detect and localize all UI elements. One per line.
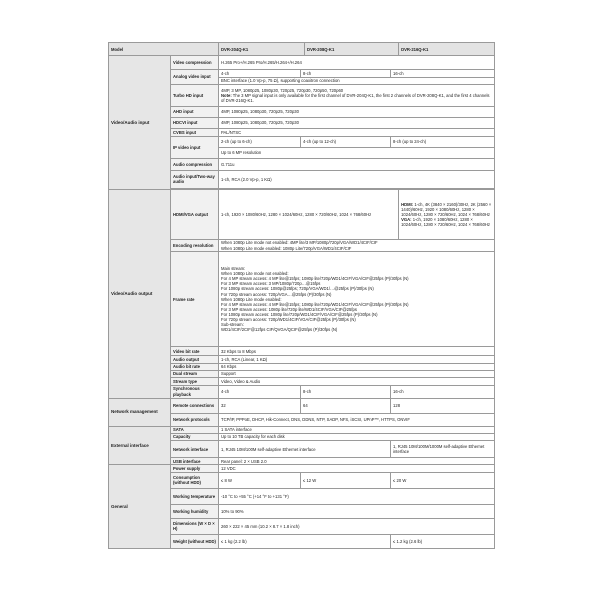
turbo-hd-resolutions: 4MP, 3 MP, 1080p25, 1080p30, 720p25, 720p30, 720p50, 720p60 [221, 87, 344, 93]
value-turbo-hd-input [219, 84, 495, 106]
label-network-protocols: Network protocols [171, 413, 219, 426]
vga-label: VGA: [401, 216, 412, 222]
label-encoding-resolution: Encoding resolution [171, 239, 219, 251]
label-hdcvi-input: HDCVI input [171, 117, 219, 128]
value-encoding-resolution: When 1080p Lite mode not enabled: 4MP lite/3 MP/1080p/720p/VGA/WD1/4CIF/CIF When 1080p Lite mode enabled: 1080p Lite/720p/VGA/WD1/4CIF/CIF [219, 239, 495, 251]
label-video-compression: Video compression [171, 56, 219, 70]
label-consumption: Consumption (without HDD) [171, 472, 219, 488]
label-audio-two-way: Audio input/Two-way audio [171, 170, 219, 188]
value-analog-interface: BNC interface (1.0 Vp-p, 75 Ω), supporting coaxitron connection [219, 77, 495, 84]
row-power-supply [109, 465, 495, 472]
row-remote-connections [109, 398, 495, 413]
value-audio-output: 1-ch, RCA (Linear, 1 KΩ) [219, 356, 495, 363]
label-stream-type: Stream type [171, 378, 219, 385]
value-usb-interface: Rear panel: 2 × USB 2.0 [219, 458, 495, 465]
value-sync-3: 16-ch [391, 385, 495, 398]
spec-table [108, 42, 495, 549]
label-audio-bit-rate: Audio bit rate [171, 363, 219, 370]
value-network-protocols: TCP/IP, PPPoE, DHCP, Hik-Connect, DNS, DDNS, NTP, SADP, NFS, iSCSI, UPnP™, HTTPS, ONVIF [219, 413, 495, 426]
turbo-hd-note-label: Note: [221, 92, 232, 98]
value-weight-12: ≤ 1 kg (2.2 lb) [219, 534, 391, 548]
label-ahd-input: AHD input [171, 106, 219, 117]
label-analog-video-input: Analog video input [171, 70, 219, 85]
value-audio-bit-rate: 64 Kbps [219, 363, 495, 370]
label-capacity: Capacity [171, 433, 219, 440]
hdmi-text: 1-ch, 4K (3840 × 2160)/30Hz, 2K (2560 × 1440)/60Hz, 1920 × 1080/60Hz, 1280 × 1024/60Hz, 1280 × 720/60Hz, 1024 × 768/60Hz [401, 201, 492, 217]
header-row [109, 43, 495, 56]
value-working-temperature: -10 °C to +55 °C (+14 °F to +131 °F) [219, 488, 495, 504]
value-capacity: Up to 10 TB capacity for each disk [219, 433, 495, 440]
label-weight: Weight (without HDD) [171, 534, 219, 548]
label-working-humidity: Working humidity [171, 504, 219, 518]
label-ip-video-input: IP video input [171, 136, 219, 158]
value-sync-1: 4-ch [219, 385, 301, 398]
value-frame-rate: Main stream: When 1080p Lite mode not enabled: For 4 MP stream access: 4 MP lite@15fps; 1080p lite/720p/WD1/4CIF/VGA/CIF@25fps (P)/30fps (N) For 3 MP stream access: 3 MP/1080p/720p…@15fps For 1080p stream access: 1080p@25fps; 720p/VGA/WD1/…@25fps (P)/30fps (N) For 720p stream access: 720p/VGA…@25fps (P)/30fps (N) When 1080p Lite mode enabled: For 4 MP stream access: 4 MP lite@15fps; 1080p lite/720p/WD1/4CIF/VGA/CIF@25fps (P)/30fps (N) For 3 MP stream access: 1080p lite/720p lite/WD1/4CIF/VGA/CIF@25fps For 1080p stream access: 1080p lite/720p/WD1/4CIF/VGA/CIF@25fps (P)/30fps (N) For 720p stream access: 720p/WD1/4CIF/VGA/CIF@25fps (P)/30fps (N) Sub-stream: WD1/4CIF/2CIF@12fps CIF/QVGA/QCIF@25fps (P)/30fps (N) [219, 252, 495, 347]
group-network-management: Network management [109, 398, 171, 426]
value-hdcvi-input: 4MP, 1080p25, 1080p30, 720p25, 720p30 [219, 117, 495, 128]
value-analog-3: 16-ch [391, 70, 495, 77]
value-sync-2: 8-ch [301, 385, 391, 398]
label-video-bit-rate: Video bit rate [171, 347, 219, 356]
header-model-2: DVR-208Q-K1 [305, 43, 399, 56]
value-stream-type: Video, Video & Audio [219, 378, 495, 385]
value-audio-compression: G.711u [219, 158, 495, 170]
value-ip-1: 2-ch (up to 6-ch) [219, 136, 301, 147]
group-general: General [109, 465, 171, 548]
label-sata: SATA [171, 426, 219, 433]
value-dimensions: 260 × 222 × 45 mm (10.2 × 8.7 × 1.8 inch) [219, 518, 495, 534]
value-ip-2: 4-ch (up to 12-ch) [301, 136, 391, 147]
value-cvbs-input: PAL/NTSC [219, 128, 495, 136]
group-video-audio-input: Video/Audio input [109, 56, 171, 190]
value-video-bit-rate: 32 Kbps to 8 Mbps [219, 347, 495, 356]
value-network-interface-3: 1, RJ45 10M/100M/1000M self-adaptive Ethernet interface [391, 441, 495, 458]
spec-sheet [108, 42, 494, 572]
value-remote-1: 32 [219, 398, 301, 413]
hdmi-label: HDMI: [401, 201, 414, 207]
row-video-compression [109, 56, 495, 70]
label-network-interface: Network interface [171, 441, 219, 458]
value-ahd-input: 4MP, 1080p25, 1080p30, 720p25, 720p30 [219, 106, 495, 117]
label-audio-output: Audio output [171, 356, 219, 363]
label-remote-connections: Remote connections [171, 398, 219, 413]
value-video-compression: H.265 Pro+/H.265 Pro/H.265/H.264+/H.264 [219, 56, 495, 70]
label-power-supply: Power supply [171, 465, 219, 472]
value-weight-3: ≤ 1.2 kg (2.6 lb) [391, 534, 495, 548]
turbo-hd-note: The 3 MP signal input is only available for the first channel of DVR-204Q-K1, the first 2 channels of DVR-208Q-K1, and the first 4 channels of DVR-216Q-K1. [221, 92, 490, 103]
value-consumption-1: ≤ 8 W [219, 472, 301, 488]
value-hdmi-vga-3 [399, 189, 495, 239]
value-hdmi-vga-12: 1-ch, 1920 × 1080/60Hz, 1280 × 1024/60Hz, 1280 × 720/60Hz, 1024 × 768/60Hz [219, 189, 399, 239]
label-turbo-hd-input: Turbo HD input [171, 84, 219, 106]
value-remote-2: 64 [301, 398, 391, 413]
value-audio-two-way: 1-ch, RCA (2.0 Vp-p, 1 KΩ) [219, 170, 495, 188]
vga-text: 1-ch, 1920 × 1080/60Hz, 1280 × 1024/60Hz, 1280 × 720/60Hz, 1024 × 768/60Hz [401, 216, 491, 227]
label-sync-playback: Synchronous playback [171, 385, 219, 398]
value-analog-1: 4-ch [219, 70, 301, 77]
value-working-humidity: 10% to 90% [219, 504, 495, 518]
label-dual-stream: Dual stream [171, 370, 219, 377]
value-ip-resolution: Up to 6 MP resolution [219, 147, 495, 158]
label-audio-compression: Audio compression [171, 158, 219, 170]
value-sata: 1 SATA interface [219, 426, 495, 433]
value-power-supply: 12 VDC [219, 465, 495, 472]
header-model-3: DVR-216Q-K1 [399, 43, 495, 56]
header-model-1: DVR-204Q-K1 [219, 43, 305, 56]
value-ip-3: 8-ch (up to 24-ch) [391, 136, 495, 147]
value-dual-stream: Support [219, 370, 495, 377]
value-remote-3: 128 [391, 398, 495, 413]
label-usb-interface: USB interface [171, 458, 219, 465]
header-model: Model [109, 43, 219, 56]
value-network-interface-12: 1, RJ45 10M/100M self-adaptive Ethernet interface [219, 441, 391, 458]
value-analog-2: 8-ch [301, 70, 391, 77]
label-hdmi-vga-output: HDMI/VGA output [171, 189, 219, 239]
label-working-temperature: Working temperature [171, 488, 219, 504]
row-sata [109, 426, 495, 433]
group-video-audio-output: Video/Audio output [109, 189, 171, 398]
label-dimensions: Dimensions (W × D × H) [171, 518, 219, 534]
value-consumption-3: ≤ 20 W [391, 472, 495, 488]
value-consumption-2: ≤ 12 W [301, 472, 391, 488]
group-external-interface: External interface [109, 426, 171, 465]
label-frame-rate: Frame rate [171, 252, 219, 347]
row-hdmi-vga-output [109, 189, 495, 239]
label-cvbs-input: CVBS input [171, 128, 219, 136]
